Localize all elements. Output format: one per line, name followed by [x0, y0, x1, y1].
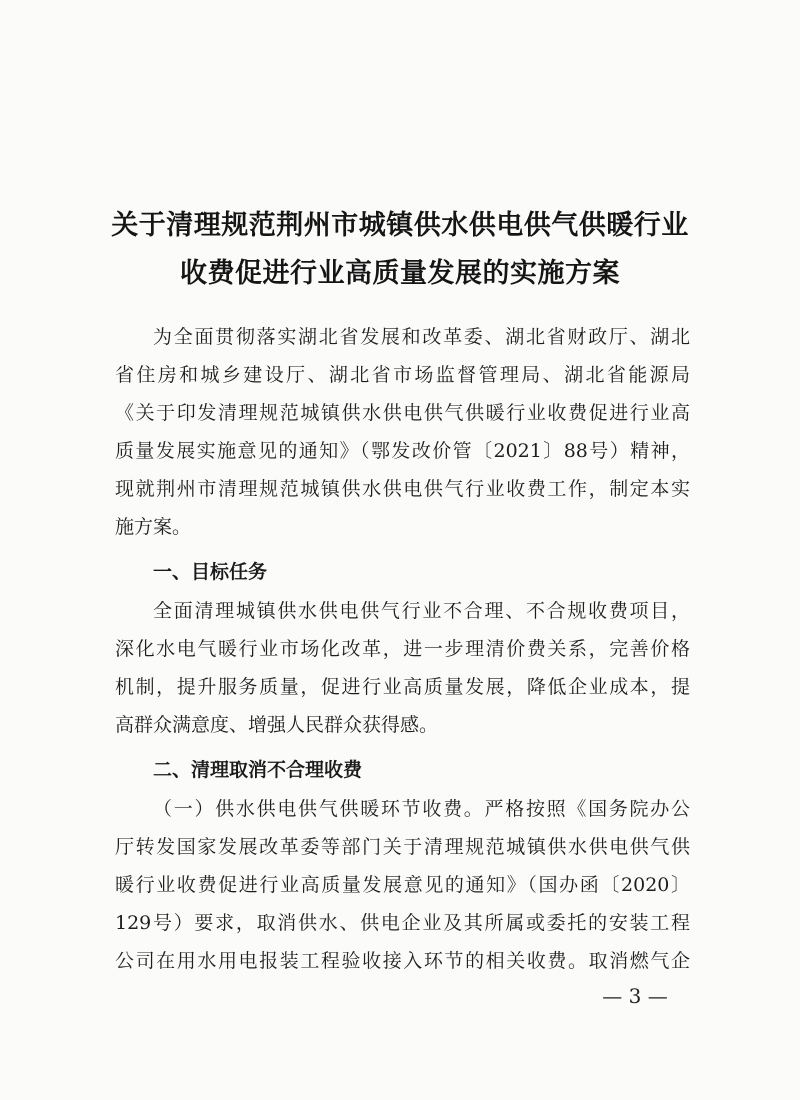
document-title-line-2: 收费促进行业高质量发展的实施方案: [180, 258, 620, 289]
intro-line: 现就荆州市清理规范城镇供水供电供气行业收费工作，制定本实: [115, 478, 690, 500]
section2-line: 厅转发国家发展改革委等部门关于清理规范城镇供水供电供气供: [115, 836, 690, 858]
intro-line: 质量发展实施意见的通知》（鄂发改价管〔2021〕88号）精神，: [115, 440, 690, 462]
intro-line: 施方案。: [115, 516, 192, 538]
section2-line: 暖行业收费促进行业高质量发展意见的通知》（国办函〔2020〕: [115, 874, 690, 896]
section2-line: （一）供水供电供气供暖环节收费。严格按照《国务院办公: [153, 798, 690, 820]
section1-line: 深化水电气暖行业市场化改革，进一步理清价费关系，完善价格: [115, 638, 690, 660]
intro-line: 省住房和城乡建设厅、湖北省市场监督管理局、湖北省能源局: [115, 364, 690, 386]
document-title-line-1: 关于清理规范荆州市城镇供水供电供气供暖行业: [111, 210, 689, 241]
section1-line: 机制，提升服务质量，促进行业高质量发展，降低企业成本，提: [115, 676, 690, 698]
section-heading-goals: 一、目标任务: [153, 561, 268, 583]
intro-line: 为全面贯彻落实湖北省发展和改革委、湖北省财政厅、湖北: [153, 326, 690, 348]
section1-line: 全面清理城镇供水供电供气行业不合理、不合规收费项目，: [153, 600, 690, 622]
intro-line: 《关于印发清理规范城镇供水供电供气供暖行业收费促进行业高: [115, 402, 690, 424]
section1-line: 高群众满意度、增强人民群众获得感。: [115, 714, 439, 736]
section2-line: 129号）要求，取消供水、供电企业及其所属或委托的安装工程: [115, 912, 690, 934]
section2-line: 公司在用水用电报装工程验收接入环节的相关收费。取消燃气企: [115, 950, 690, 972]
section-heading-cleanup: 二、清理取消不合理收费: [153, 759, 363, 781]
page-number: — 3 —: [602, 984, 668, 1008]
